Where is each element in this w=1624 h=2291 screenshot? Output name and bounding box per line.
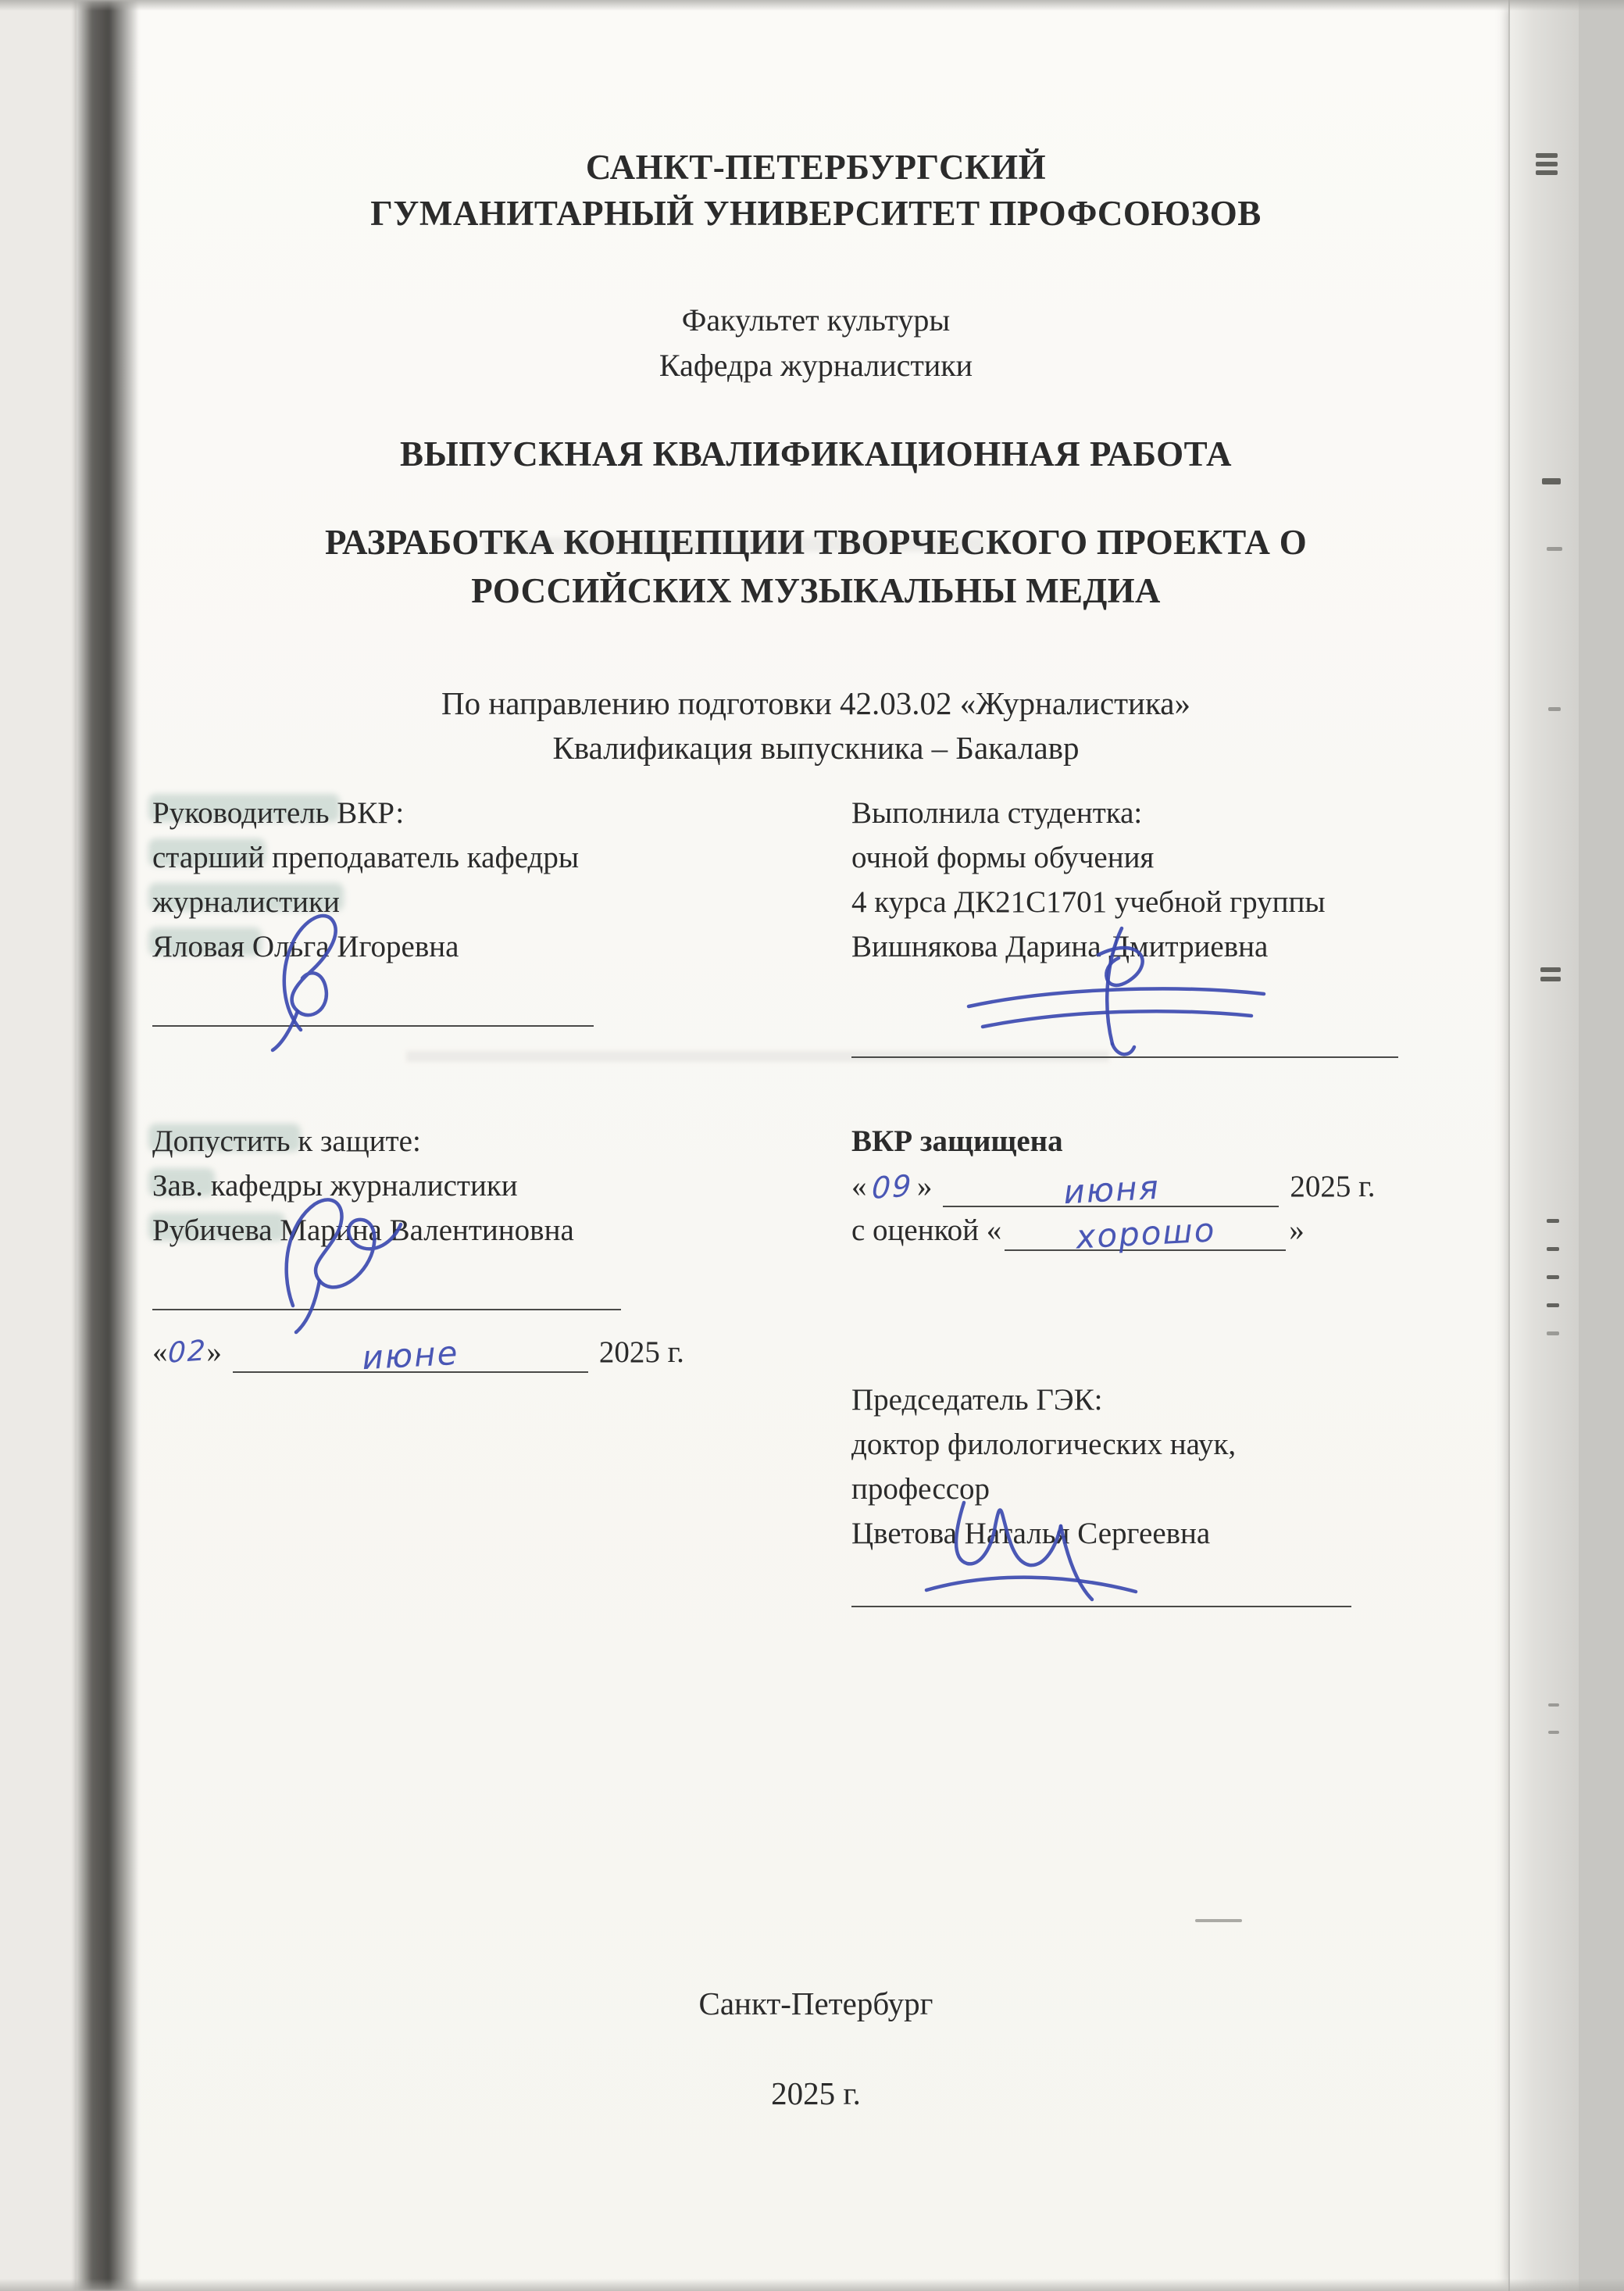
defense-grade-underline	[1005, 1207, 1286, 1256]
left-column	[152, 791, 777, 1378]
scanner-background-left	[0, 0, 77, 2291]
page-edge-mark	[1548, 1703, 1559, 1707]
admission-position: Зав. кафедры журналистики	[152, 1169, 518, 1203]
student-line2: 4 курса ДК21С1701 учебной группы	[851, 885, 1326, 919]
admission-signature-line	[152, 1274, 621, 1310]
qualification-line: Квалификация выпускника – Бакалавр	[552, 730, 1080, 766]
thesis-title-line1: РАЗРАБОТКА КОНЦЕПЦИИ ТВОРЧЕСКОГО ПРОЕКТА О	[324, 523, 1308, 562]
defense-date-open-quote: «	[851, 1170, 867, 1203]
admission-date-close-quote: »	[206, 1335, 222, 1369]
chairman-signature-line	[851, 1573, 1351, 1607]
chairman-label: Председатель ГЭК:	[851, 1383, 1103, 1417]
student-label: Выполнила студентка:	[851, 796, 1143, 830]
footer-city: Санкт-Петербург	[698, 1985, 933, 2021]
university-name-line2: ГУМАНИТАРНЫЙ УНИВЕРСИТЕТ ПРОФСОЮЗОВ	[370, 194, 1262, 233]
defense-date-month-underline	[943, 1163, 1279, 1212]
scan-bottom-edge	[0, 2278, 1624, 2291]
defense-grade-close-quote: »	[1289, 1213, 1305, 1247]
page-edge-mark	[1547, 1219, 1559, 1223]
page-edge-mark	[1548, 707, 1561, 711]
page-edge-mark	[1195, 1919, 1242, 1922]
chairman-position-line2: профессор	[851, 1472, 990, 1506]
scanner-background-right	[1579, 0, 1624, 2291]
right-column	[851, 791, 1523, 1607]
supervisor-name: Яловая Ольга Игоревна	[152, 930, 459, 963]
document-header	[133, 145, 1499, 770]
defense-date-year: 2025 г.	[1290, 1170, 1376, 1203]
program-line: По направлению подготовки 42.03.02 «Журналистика»	[441, 685, 1190, 721]
defense-date-line	[851, 1163, 1523, 1212]
scan-top-edge	[0, 0, 1624, 11]
defense-grade-handwritten: хорошо	[1074, 1210, 1217, 1256]
defense-date-month-handwritten: июня	[1062, 1167, 1161, 1212]
work-type-line: ВЫПУСКНАЯ КВАЛИФИКАЦИОННАЯ РАБОТА	[400, 434, 1232, 474]
defense-date-close-quote: »	[916, 1170, 933, 1203]
page-left-edge-shadow	[72, 0, 139, 2291]
page-edge-mark	[1536, 153, 1558, 158]
admission-date-open-quote: «	[152, 1335, 168, 1369]
page-edge-mark	[1547, 1275, 1559, 1279]
page-edge-mark	[1547, 1247, 1559, 1251]
defense-grade-prefix: с оценкой «	[851, 1213, 1002, 1247]
admission-label: Допустить к защите:	[152, 1124, 421, 1158]
page-edge-mark	[1542, 478, 1561, 484]
admission-date-line	[152, 1329, 777, 1378]
supervisor-position-line2: журналистики	[152, 885, 340, 919]
supervisor-position-line1: старший преподаватель кафедры	[152, 841, 580, 874]
student-name: Вишнякова Дарина Дмитриевна	[851, 930, 1269, 963]
chairman-name: Цветова Наталья Сергеевна	[851, 1517, 1211, 1550]
page-edge-mark	[1547, 1303, 1559, 1307]
university-name-line1: САНКТ-ПЕТЕРБУРГСКИЙ	[585, 148, 1047, 187]
page-edge-mark	[1540, 977, 1561, 981]
page-edge-mark	[1536, 170, 1558, 175]
defense-date-day-handwritten: 09	[870, 1168, 913, 1206]
admission-date-month-underline	[233, 1329, 588, 1378]
defense-label: ВКР защищена	[851, 1124, 1063, 1158]
admission-date-year: 2025 г.	[598, 1335, 684, 1369]
page-edge-mark	[1547, 1331, 1559, 1335]
admission-date-day-handwritten: 02	[166, 1335, 207, 1370]
page-edge-mark	[1536, 162, 1558, 166]
page-edge-mark	[1547, 547, 1562, 551]
admission-date-month-handwritten: июне	[361, 1333, 460, 1378]
faculty-line: Факультет культуры	[681, 302, 951, 338]
defense-grade-line	[851, 1207, 1523, 1256]
supervisor-signature-line	[152, 989, 594, 1027]
department-line: Кафедра журналистики	[659, 348, 973, 383]
thesis-title-line2: РОССИЙСКИХ МУЗЫКАЛЬНЫ МЕДИА	[471, 571, 1161, 610]
student-signature-line	[851, 1000, 1398, 1058]
admission-name: Рубичева Марина Валентиновна	[152, 1213, 574, 1247]
page-edge-mark	[1548, 1731, 1559, 1734]
page-edge-mark	[1540, 967, 1561, 972]
footer-year: 2025 г.	[771, 2075, 861, 2111]
supervisor-label: Руководитель ВКР:	[152, 796, 405, 830]
chairman-position-line1: доктор филологических наук,	[851, 1428, 1237, 1461]
student-line1: очной формы обучения	[851, 841, 1155, 874]
